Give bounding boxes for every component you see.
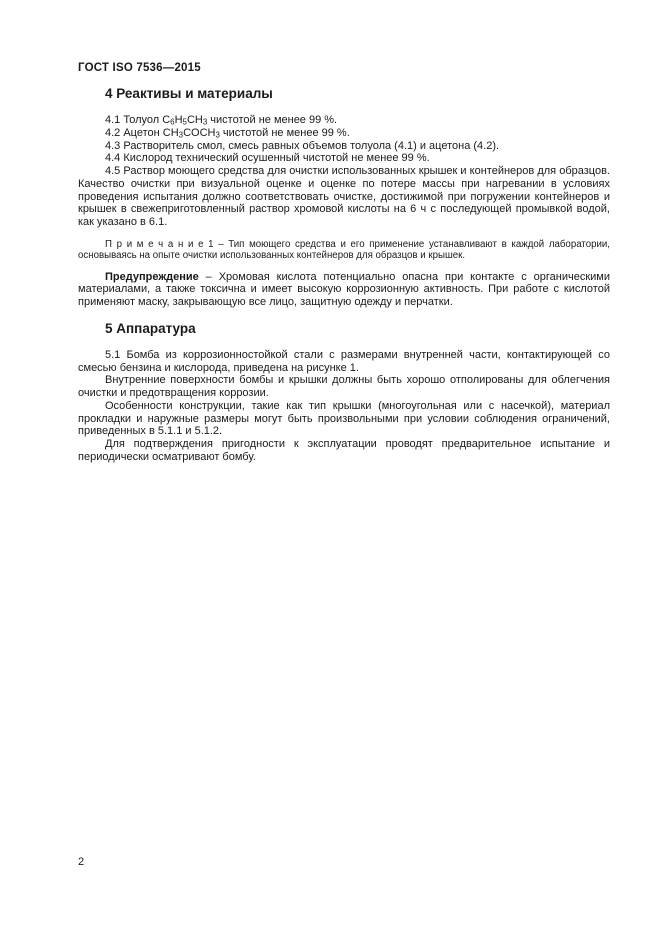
text-run: COCH — [183, 126, 216, 139]
text-run: H — [174, 114, 183, 126]
text-run: 4.2 Ацетон CH — [105, 126, 179, 139]
paragraph — [78, 438, 610, 464]
text-run: 4.4 Кислород технический осушенный чистотой не менее 99 %. — [105, 152, 430, 165]
paragraph — [78, 127, 610, 140]
subscript-run: 6 — [170, 117, 175, 127]
text-run: Для подтверждения пригодности к эксплуатации проводят предварительное испытание и периодически осматривают бомбу. — [78, 438, 610, 463]
subscript-run: 3 — [178, 130, 184, 140]
text-run: Особенности конструкции, такие как тип крышки (многоугольная или с насечкой), материал прокладки и наружные размеры могут быть произвольными при условии соблюдения ограничений, приведенных в 5.1.1 и 5.1.2. — [78, 399, 610, 438]
paragraph — [78, 114, 610, 127]
text-run: 4.3 Растворитель смол, смесь равных объемов толуола (4.1) и ацетона (4.2). — [105, 139, 500, 152]
page-number: 2 — [78, 856, 85, 868]
text-run: CH — [186, 114, 203, 126]
paragraph — [78, 165, 610, 229]
paragraph — [78, 271, 610, 309]
text-run: Предупреждение — [105, 270, 199, 283]
text-run: 5.1 Бомба из коррозионностойкой стали с размерами внутренней части, контактирующей со смесью бензина и кислорода, приведена на рисунке 1. — [78, 348, 610, 374]
text-run: чистотой не менее 99 %. — [207, 114, 338, 126]
paragraph — [78, 152, 610, 165]
section-heading: 4 Реактивы и материалы — [105, 86, 273, 101]
document-content — [78, 62, 610, 464]
running-header: ГОСТ ISO 7536—2015 — [78, 62, 201, 74]
sections-container — [78, 86, 610, 464]
subscript-run: 5 — [182, 117, 187, 127]
paragraph — [78, 374, 610, 400]
subscript-run: 3 — [202, 117, 208, 127]
text-run: Внутренние поверхности бомбы и крышки должны быть хорошо отполированы для облегчения очистки и предотвращения коррозии. — [78, 374, 610, 400]
paragraph — [78, 140, 610, 153]
subscript-run: 3 — [215, 130, 220, 140]
paragraph — [78, 349, 610, 375]
text-run: – Хромовая кислота потенциально опасна при контакте с органическими материалами, а также токсична и имеет высокую коррозионную активность. При работе с кислотой применяют маску, закрывающую все лицо, защитную одежду и перчатки. — [78, 270, 610, 309]
paragraph — [78, 400, 610, 438]
section-heading: 5 Аппаратура — [105, 320, 196, 336]
text-run: чистотой не менее 99 %. — [219, 126, 350, 139]
text-run: 4.1 Толуол C — [105, 114, 171, 126]
text-run: 4.5 Раствор моющего средства для очистки использованных крышек и контейнеров для образцов. Качество очистки при визуальной оценке и оценке по потере массы при нагревании в условиях проведения испытания должно соответствовать очистке, достижимой при погружении контейнеров и крышек в свежеприготовленный раствор хромовой кислоты на 6 ч с последующей промывкой водой, как указано в 6.1. — [78, 165, 610, 228]
note-paragraph — [78, 239, 610, 262]
text-run: П р и м е ч а н и е 1 – Тип моющего средства и его применение устанавливают в каждой лаборатории, основываясь на опыте очистки использованных контейнеров для образцов и крышек. — [78, 238, 610, 262]
